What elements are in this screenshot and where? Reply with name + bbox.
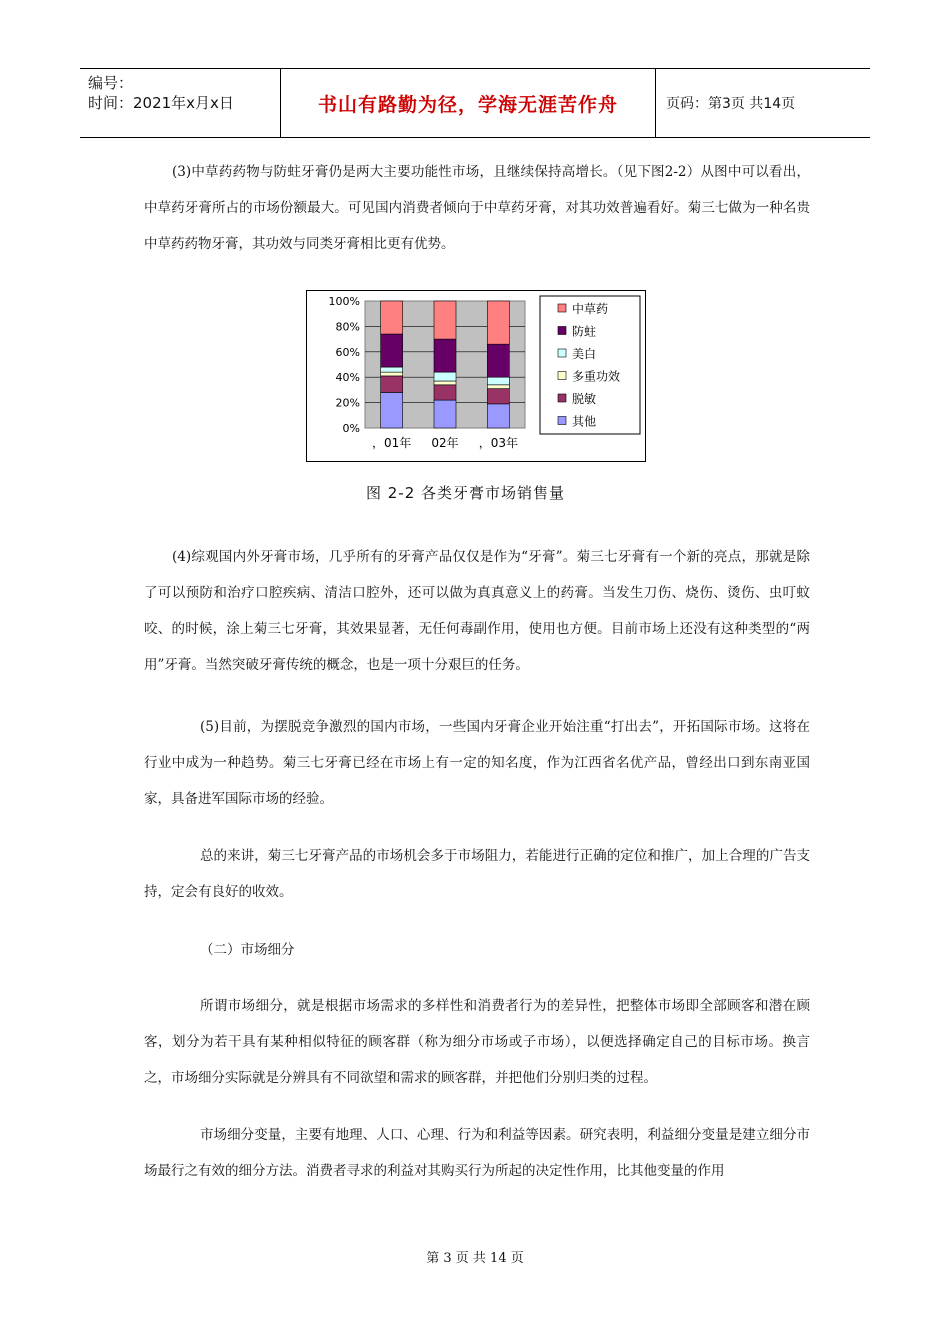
legend-label: 中草药 <box>572 302 609 316</box>
bar-segment <box>381 301 403 334</box>
time-label: 时间：2021年x月x日 <box>88 94 234 112</box>
legend-label: 脱敏 <box>572 392 597 406</box>
page-code: 页码：第3页 共14页 <box>666 96 796 112</box>
bar-segment <box>434 381 456 385</box>
bar-segment <box>434 301 456 339</box>
paragraph-3 <box>144 154 810 262</box>
segmentation-paragraph-1-text: 所谓市场细分，就是根据市场需求的多样性和消费者行为的差异性，把整体市场即全部顾客和潜在顾客，划分为若干具有某种相似特征的顾客群（称为细分市场或子市场），以便选择确定自己的目标市场。换言之，市场细分实际就是分辨具有不同欲望和需求的顾客群，并把他们分别归类的过程。 <box>144 998 810 1086</box>
legend-box <box>540 296 640 434</box>
section-heading <box>144 932 810 968</box>
segmentation-paragraph-2-text: 市场细分变量，主要有地理、人口、心理、行为和利益等因素。研究表明，利益细分变量是建立细分市场最行之有效的细分方法。消费者寻求的利益对其购买行为所起的决定性作用，比其他变量的作用 <box>144 1127 810 1179</box>
page-header <box>80 68 870 138</box>
bar-segment <box>434 385 456 400</box>
legend-label: 美白 <box>572 347 597 361</box>
chart-svg <box>307 291 645 461</box>
legend-swatch <box>558 327 566 335</box>
x-tick-label: 02年 <box>431 436 459 450</box>
motto-text: 书山有路勤为径，学海无涯苦作舟 <box>317 93 618 116</box>
segmentation-paragraph-1 <box>144 988 810 1096</box>
bar-segment <box>487 377 509 385</box>
page-footer: 第 3 页 共 14 页 <box>426 1251 524 1266</box>
bar-segment <box>381 376 403 393</box>
summary-paragraph <box>144 838 810 910</box>
legend-swatch <box>558 304 566 312</box>
bar-segment <box>487 301 509 344</box>
summary-text: 总的来讲，菊三七牙膏产品的市场机会多于市场阻力，若能进行正确的定位和推广，加上合理的广告支持，定会有良好的收效。 <box>144 848 810 900</box>
bar-segment <box>487 404 509 428</box>
y-tick-label: 60% <box>335 345 360 359</box>
paragraph-3-text: (3)中草药药物与防蛀牙膏仍是两大主要功能性市场，且继续保持高增长。（见下图2-2）从图中可以看出，中草药牙膏所占的市场份额最大。可见国内消费者倾向于中草药牙膏，对其功效普遍看好。菊三七做为一种名贵中草药药物牙膏，其功效与同类牙膏相比更有优势。 <box>144 164 810 252</box>
section-heading-text: （二）市场细分 <box>200 942 295 958</box>
stacked-bar-chart <box>306 290 646 462</box>
bar-segment <box>381 334 403 367</box>
y-tick-label: 40% <box>335 371 360 385</box>
bar-segment <box>487 385 509 389</box>
bar-segment <box>487 344 509 377</box>
number-label: 编号： <box>88 74 134 92</box>
legend-label: 多重功效 <box>572 369 621 384</box>
header-page-cell <box>656 69 870 137</box>
bar-segment <box>381 392 403 428</box>
header-meta <box>80 69 280 137</box>
legend-swatch <box>558 394 566 402</box>
paragraph-5-text: (5)目前，为摆脱竞争激烈的国内市场，一些国内牙膏企业开始注重“打出去”，开拓国际市场。这将在行业中成为一种趋势。菊三七牙膏已经在市场上有一定的知名度，作为江西省名优产品，曾经出口到东南亚国家，具备进军国际市场的经验。 <box>144 719 810 807</box>
bar-segment <box>434 372 456 381</box>
header-motto-cell <box>280 69 656 137</box>
figure-caption: 图 2-2 各类牙膏市场销售量 <box>366 484 566 502</box>
x-tick-label: ，01年 <box>372 436 412 450</box>
x-tick-label: ，03年 <box>478 436 518 450</box>
bar-segment <box>434 400 456 428</box>
legend-swatch <box>558 349 566 357</box>
segmentation-paragraph-2 <box>144 1117 810 1189</box>
y-tick-label: 100% <box>328 295 360 308</box>
bar-segment <box>434 339 456 372</box>
bar-segment <box>381 372 403 376</box>
legend-label: 其他 <box>572 414 597 429</box>
y-tick-label: 80% <box>335 320 360 334</box>
paragraph-5 <box>144 709 810 817</box>
legend-swatch <box>558 417 566 425</box>
paragraph-4 <box>144 539 810 683</box>
y-tick-label: 0% <box>342 422 360 435</box>
bar-segment <box>381 367 403 372</box>
bar-segment <box>487 389 509 404</box>
y-tick-label: 20% <box>335 396 360 410</box>
paragraph-4-text: (4)综观国内外牙膏市场，几乎所有的牙膏产品仅仅是作为“牙膏”。菊三七牙膏有一个新的亮点，那就是除了可以预防和治疗口腔疾病、清洁口腔外，还可以做为真真意义上的药膏。当发生刀伤、烧伤、烫伤、虫叮蚊咬、的时候，涂上菊三七牙膏，其效果显著，无任何毒副作用，使用也方便。目前市场上还没有这种类型的“两用”牙膏。当然突破牙膏传统的概念，也是一项十分艰巨的任务。 <box>144 549 810 673</box>
legend-label: 防蛀 <box>572 324 597 339</box>
legend-swatch <box>558 372 566 380</box>
